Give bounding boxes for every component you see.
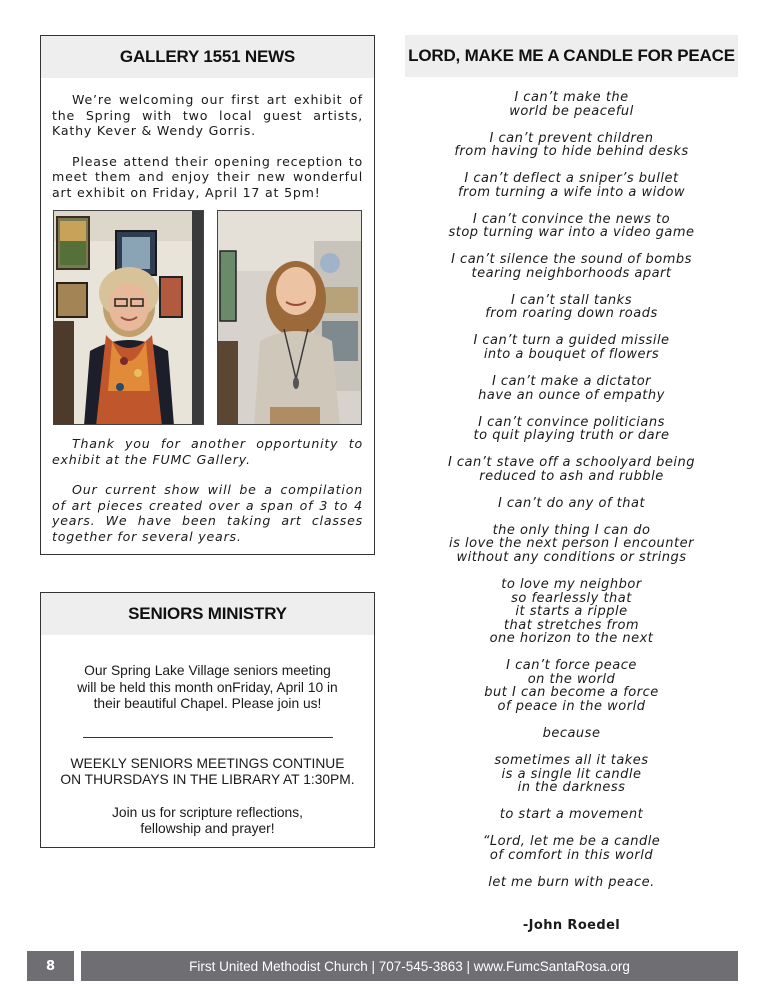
seniors-intro-line: their beautiful Chapel. Please join us!: [93, 696, 322, 711]
poem-stanza: [405, 172, 738, 199]
poem-stanza: [405, 524, 738, 565]
poem-title: LORD, MAKE ME A CANDLE FOR PEACE: [405, 35, 738, 77]
artist-photo-wendy-image: [218, 211, 362, 425]
gallery-paragraph-compilation: Our current show will be a compilation of art pieces created over a span of 3 to 4 years. We have been taking art classes together for several years.: [52, 482, 363, 544]
gallery-news-box: [40, 35, 375, 555]
gallery-news-title: GALLERY 1551 NEWS: [41, 36, 374, 78]
poem-line: from roaring down roads: [485, 306, 658, 322]
poem-line: from turning a wife into a widow: [457, 184, 686, 200]
poem-line: I can’t stave off a schoolyard being: [447, 455, 696, 471]
seniors-weekly-line: WEEKLY SENIORS MEETINGS CONTINUE: [70, 755, 345, 771]
artist-photo-kathy: [53, 210, 204, 425]
seniors-join-line: Join us for scripture reflections,: [112, 804, 303, 820]
seniors-weekly-line: ON THURSDAYS IN THE LIBRARY AT 1:30PM.: [60, 772, 355, 787]
poem-line: it starts a ripple: [515, 604, 628, 620]
artist-photo-kathy-image: [54, 211, 204, 425]
seniors-intro-line: Our Spring Lake Village seniors meeting: [84, 663, 331, 678]
poem-line: so fearlessly that: [511, 590, 632, 606]
poem-line: I can’t force peace: [506, 658, 637, 674]
footer-contact: First United Methodist Church | 707-545-3863 | www.FumcSantaRosa.org: [81, 951, 738, 981]
poem-stanza: [405, 754, 738, 795]
poem-line: I can’t stall tanks: [511, 292, 632, 308]
poem-line: I can’t prevent children: [489, 130, 654, 146]
poem-stanza: [405, 835, 738, 862]
poem-stanza: [405, 659, 738, 713]
poem-line: on the world: [527, 671, 616, 687]
poem-line: from having to hide behind desks: [454, 144, 689, 160]
poem-line: of peace in the world: [497, 699, 646, 715]
poem-line: in the darkness: [517, 780, 626, 796]
poem-stanza: [405, 294, 738, 321]
gallery-paragraph-welcome: We’re welcoming our first art exhibit of the Spring with two local guest artists, Kathy Kever & Wendy Gorris.: [52, 92, 363, 139]
poem-line: tearing neighborhoods apart: [471, 265, 672, 281]
poem-stanza: [405, 456, 738, 483]
poem-line: without any conditions or strings: [456, 549, 687, 565]
poem-stanza: [405, 808, 738, 822]
poem-line: stop turning war into a video game: [448, 225, 695, 241]
page-number: 8: [27, 951, 74, 981]
poem-line: I can’t turn a guided missile: [473, 333, 670, 349]
poem-line: because: [542, 726, 601, 742]
seniors-ministry-title: SENIORS MINISTRY: [41, 593, 374, 635]
poem-stanza: [405, 497, 738, 511]
poem-line: have an ounce of empathy: [478, 387, 665, 403]
poem-stanza: [405, 253, 738, 280]
poem-line: world be peaceful: [509, 103, 634, 119]
poem-author: -John Roedel: [522, 918, 621, 933]
poem-line: of comfort in this world: [489, 847, 654, 863]
artist-photo-wendy: [217, 210, 362, 425]
seniors-ministry-box: [40, 592, 375, 848]
poem-stanza: [405, 578, 738, 646]
poem-stanza: [405, 132, 738, 159]
poem-line: to start a movement: [499, 807, 644, 823]
gallery-paragraph-reception: Please attend their opening reception to meet them and enjoy their new wonderful art exhibit on Friday, April 17 at 5pm!: [52, 153, 363, 200]
poem-line: I can’t convince the news to: [472, 211, 671, 227]
seniors-intro-line: will be held this month onFriday, April 10 in: [77, 679, 338, 695]
poem-line: to quit playing truth or dare: [473, 428, 670, 444]
seniors-divider: [83, 737, 333, 738]
poem-stanza: [405, 416, 738, 443]
seniors-weekly: [41, 756, 374, 789]
poem-body: [405, 91, 738, 903]
poem-stanza: [405, 334, 738, 361]
poem-line: sometimes all it takes: [494, 753, 649, 769]
poem-line: but I can become a force: [484, 685, 659, 701]
poem-line: I can’t deflect a sniper’s bullet: [464, 171, 679, 187]
gallery-paragraph-thanks: Thank you for another opportunity to exhibit at the FUMC Gallery.: [52, 436, 363, 467]
poem-stanza: [405, 876, 738, 890]
poem-line: the only thing I can do: [492, 522, 651, 538]
poem-line: is love the next person I encounter: [449, 536, 694, 552]
poem-line: that stretches from: [503, 617, 640, 633]
poem-stanza: [405, 727, 738, 741]
poem-line: I can’t make a dictator: [491, 374, 652, 390]
poem-line: let me burn with peace.: [488, 874, 655, 890]
poem-stanza: [405, 91, 738, 118]
seniors-join-line: fellowship and prayer!: [140, 821, 275, 836]
poem-line: is a single lit candle: [501, 766, 642, 782]
poem-line: to love my neighbor: [501, 576, 642, 592]
poem-line: one horizon to the next: [489, 631, 654, 647]
poem-line: reduced to ash and rubble: [479, 468, 664, 484]
poem-stanza: [405, 375, 738, 402]
poem-stanza: [405, 213, 738, 240]
poem-line: “Lord, let me be a candle: [482, 834, 661, 850]
poem-line: I can’t do any of that: [497, 495, 646, 511]
poem-line: I can’t silence the sound of bombs: [451, 252, 692, 268]
poem-line: I can’t convince politicians: [478, 414, 665, 430]
seniors-intro: [41, 663, 374, 713]
seniors-join: [41, 805, 374, 838]
poem-line: into a bouquet of flowers: [483, 347, 660, 363]
poem-line: I can’t make the: [514, 90, 629, 105]
